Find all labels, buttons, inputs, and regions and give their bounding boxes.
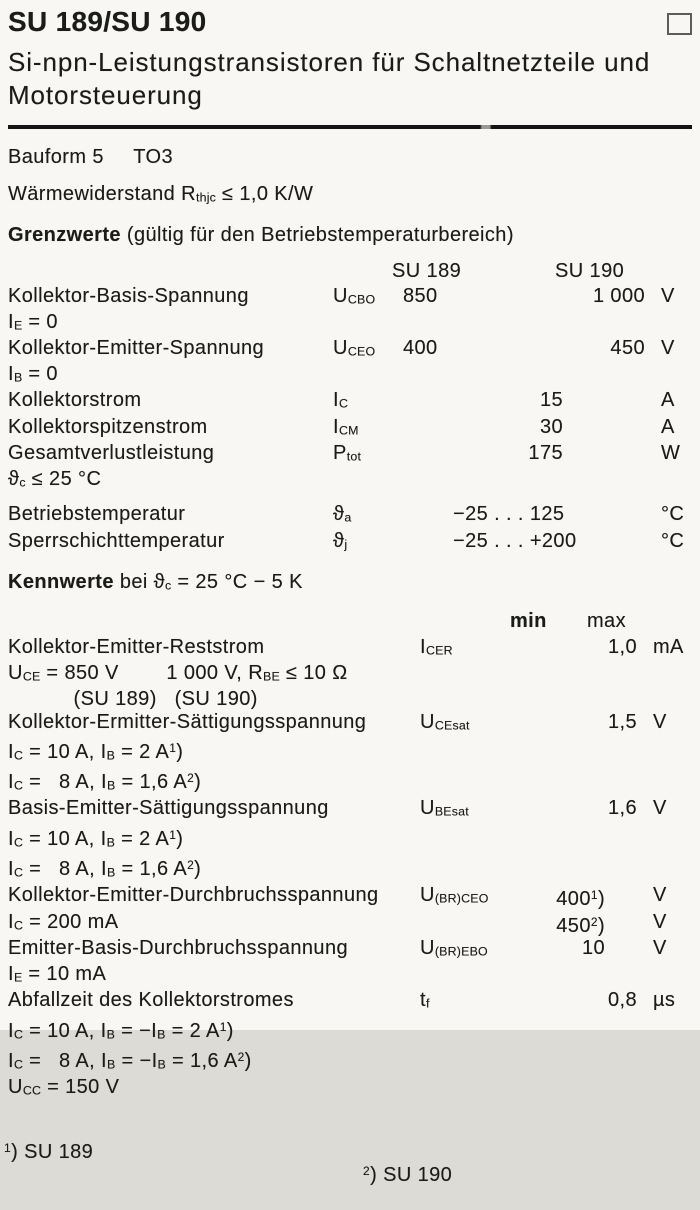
param-value-su190: 450 — [610, 337, 645, 360]
param-unit: V — [653, 884, 667, 906]
text-segment: (BR)CEO — [434, 891, 489, 906]
text-segment: ) — [194, 771, 202, 794]
condition-row — [8, 1076, 692, 1102]
text-segment: Kollektorspitzenstrom — [8, 415, 208, 438]
text-segment: Kollektor-Emitter-Durchbruchsspannung — [8, 884, 379, 906]
text-segment: 1,5 — [607, 710, 637, 733]
condition-row — [8, 1016, 692, 1046]
kennwerte-heading — [8, 571, 692, 598]
text-segment: I — [8, 310, 14, 333]
text-segment: = 1,6 A — [115, 857, 188, 880]
text-segment: t — [420, 989, 426, 1012]
param-unit: °C — [661, 529, 685, 552]
thermal-resistance-line — [8, 183, 692, 209]
param-value-shared: −25 . . . +200 — [453, 529, 577, 552]
table-row — [8, 503, 692, 529]
condition-row — [8, 963, 692, 989]
param-value-su190 — [563, 503, 645, 529]
text-segment: 450 — [556, 914, 591, 937]
param-value-max — [605, 884, 637, 911]
param-value-min — [505, 711, 605, 737]
text-segment: P — [333, 441, 347, 464]
text-segment: E — [13, 318, 23, 333]
text-segment: Emitter-Basis-Durchbruchsspannung — [8, 937, 349, 959]
condition-row — [8, 468, 692, 494]
param-label — [8, 911, 420, 938]
text-segment: (gültig für den Betriebstemperaturbereich) — [120, 223, 514, 246]
param-unit: W — [661, 441, 681, 464]
text-segment: ≤ 25 °C — [25, 468, 102, 491]
param-value-su190 — [563, 416, 645, 442]
param-value-su189 — [403, 416, 453, 442]
text-segment: Kollektor-Emitter-Spannung — [8, 337, 265, 360]
param-label — [8, 442, 333, 468]
grenzwerte-heading — [8, 224, 692, 247]
table-row — [8, 911, 692, 938]
param-label — [8, 636, 420, 662]
text-segment: CEsat — [434, 718, 470, 733]
param-value-su189 — [403, 530, 453, 556]
text-segment: B — [157, 1027, 166, 1042]
text-segment: B — [106, 748, 116, 763]
text-segment: = 10 A, I — [23, 740, 107, 763]
text-segment: 2 — [363, 1164, 371, 1179]
text-segment: U — [420, 797, 435, 820]
param-value-min — [505, 989, 605, 1015]
text-segment: = 10 A, I — [23, 1019, 107, 1042]
text-segment: ) — [176, 827, 184, 850]
param-value-min — [505, 636, 605, 662]
param-value-su189 — [403, 389, 453, 415]
text-segment: ) SU 189 — [11, 1141, 94, 1164]
text-segment: j — [344, 537, 348, 552]
text-segment: = 200 mA — [23, 910, 119, 933]
text-segment: Wärmewiderstand R — [8, 183, 196, 206]
condition-row — [8, 854, 692, 884]
text-segment: B — [107, 778, 116, 793]
condition-row — [8, 737, 692, 767]
param-label — [8, 530, 333, 556]
param-symbol — [420, 989, 505, 1015]
param-value-su190 — [563, 530, 645, 556]
text-segment: = 10 mA — [22, 963, 107, 986]
text-segment: Abfallzeit des Kollektorstromes — [8, 989, 294, 1012]
text-segment: 1 — [4, 1141, 12, 1156]
text-segment: 2 — [590, 914, 598, 929]
text-segment: E — [13, 970, 23, 985]
text-segment: tot — [346, 449, 362, 464]
param-label — [8, 884, 420, 911]
text-segment: = 25 °C − 5 K — [171, 570, 303, 593]
param-symbol — [420, 711, 505, 737]
text-segment: CBO — [347, 292, 376, 307]
text-segment: U — [420, 710, 435, 733]
text-segment: ) — [597, 914, 605, 937]
text-segment: 2 — [237, 1049, 245, 1064]
param-unit: V — [653, 937, 667, 959]
text-segment: I — [8, 771, 14, 794]
column-header-max: max — [587, 609, 626, 632]
param-unit: µs — [653, 989, 676, 1012]
text-segment: 1 — [590, 888, 598, 902]
text-segment: Basis-Emitter-Sättigungsspannung — [8, 797, 329, 820]
text-segment: I — [420, 635, 426, 658]
text-segment: I — [8, 1049, 14, 1072]
param-symbol — [333, 389, 403, 415]
text-segment: ) — [226, 1019, 234, 1042]
param-value-max — [605, 636, 637, 662]
param-value-shared: −25 . . . 125 — [453, 503, 565, 526]
param-unit: A — [661, 415, 675, 438]
text-segment: = −I — [115, 1049, 158, 1072]
param-value-su190 — [563, 442, 645, 468]
text-segment: B — [106, 1027, 116, 1042]
text-segment: ϑ — [333, 529, 345, 552]
param-label — [8, 797, 420, 823]
text-segment: = −I — [115, 1019, 158, 1042]
table-row — [8, 337, 692, 363]
param-symbol — [333, 530, 403, 556]
text-segment: = 1,6 A — [115, 771, 188, 794]
text-segment: = 2 A — [115, 827, 170, 850]
param-value-su190: 1 000 — [592, 284, 645, 307]
param-symbol — [333, 416, 403, 442]
table-row — [8, 285, 692, 311]
text-segment: Kollektor-Basis-Spannung — [8, 284, 249, 307]
param-unit: V — [653, 797, 667, 820]
text-segment: = 0 — [22, 310, 58, 333]
grenzwerte-column-headers — [8, 260, 692, 282]
text-segment: U — [420, 884, 435, 906]
text-segment: CER — [425, 643, 453, 658]
text-segment: CEO — [347, 344, 376, 359]
table-row — [8, 989, 692, 1015]
text-segment: = 2 A — [115, 740, 170, 763]
param-value-shared: 30 — [539, 415, 563, 438]
bauform-line: Bauform 5 TO3 — [8, 146, 174, 168]
footnote-2 — [363, 1164, 452, 1187]
text-segment: ) SU 190 — [370, 1164, 453, 1187]
param-value-min — [505, 937, 605, 963]
column-header-su190: SU 190 — [555, 259, 625, 282]
text-segment: 2 — [187, 771, 195, 786]
text-segment: Kollektor-Ermitter-Sättigungsspannung — [8, 710, 367, 733]
text-segment: 10 — [581, 937, 605, 959]
param-value-shared: 175 — [528, 441, 563, 464]
text-segment: CC — [22, 1083, 42, 1098]
condition-row — [8, 824, 692, 854]
grenzwerte-table — [8, 285, 692, 556]
param-unit: °C — [661, 503, 685, 526]
text-segment: 1 — [219, 1019, 227, 1034]
param-symbol — [333, 285, 403, 311]
text-segment: = 10 A, I — [23, 827, 107, 850]
text-segment: Betriebstemperatur — [8, 503, 186, 526]
param-label — [8, 989, 420, 1015]
param-value-max — [605, 911, 637, 938]
text-segment: B — [107, 1057, 116, 1072]
param-symbol — [333, 503, 403, 529]
text-segment: C — [13, 865, 24, 880]
condition-row — [8, 688, 692, 711]
text-segment: U — [420, 937, 435, 959]
text-segment: B — [106, 835, 116, 850]
param-unit: V — [653, 710, 667, 733]
table-row — [8, 937, 692, 963]
text-segment: CE — [22, 669, 41, 684]
text-segment: = 150 V — [41, 1076, 120, 1099]
text-segment: f — [425, 997, 430, 1012]
text-segment: Gesamtverlustleistung — [8, 441, 215, 464]
text-segment: B — [157, 1057, 166, 1072]
text-segment: 1 — [169, 740, 177, 755]
param-label — [8, 285, 333, 311]
text-segment: ) — [244, 1049, 252, 1072]
table-row — [8, 636, 692, 662]
param-unit: V — [653, 910, 667, 933]
text-segment: C — [13, 1027, 24, 1042]
param-value-su189: 400 — [403, 337, 438, 360]
text-segment: CM — [338, 423, 359, 438]
text-segment: Grenzwerte — [8, 223, 121, 246]
text-segment: C — [13, 918, 24, 933]
subtitle-line-2: Motorsteuerung — [8, 80, 203, 110]
text-segment: I — [8, 857, 14, 880]
text-segment: ϑ — [333, 503, 345, 526]
param-unit: A — [661, 389, 675, 412]
param-value-shared — [453, 285, 563, 311]
param-unit: V — [661, 284, 675, 307]
text-segment: a — [344, 511, 352, 526]
text-segment: ≤ 10 Ω — [279, 661, 348, 684]
text-segment: Kollektorstrom — [8, 389, 142, 412]
param-value-shared: 15 — [539, 389, 563, 412]
text-segment: C — [13, 748, 24, 763]
text-segment: U — [333, 337, 348, 360]
text-segment: = 8 A, I — [23, 771, 108, 794]
text-segment: B — [13, 370, 23, 385]
param-label — [8, 503, 333, 529]
condition-row — [8, 363, 692, 389]
text-segment: C — [13, 778, 24, 793]
param-value-su189: 850 — [403, 284, 438, 307]
condition-row — [8, 1046, 692, 1076]
text-segment: = 8 A, I — [23, 857, 108, 880]
text-segment: thjc — [195, 191, 217, 206]
param-value-max — [605, 797, 637, 823]
param-value-min — [505, 797, 605, 823]
table-row — [8, 797, 692, 823]
text-segment: U — [8, 1076, 23, 1099]
param-unit: V — [661, 337, 675, 360]
text-segment: C — [13, 1057, 24, 1072]
text-segment: = 1,6 A — [166, 1049, 238, 1072]
text-segment: 1,6 — [607, 797, 637, 820]
param-symbol — [333, 337, 403, 363]
text-segment: = 8 A, I — [23, 1049, 108, 1072]
table-row — [8, 711, 692, 737]
param-value-max — [605, 711, 637, 737]
text-segment: U — [333, 284, 348, 307]
footnote-1 — [4, 1141, 93, 1164]
text-segment: ≤ 1,0 K/W — [216, 183, 314, 206]
text-segment: 1,0 — [607, 635, 637, 658]
param-label — [8, 711, 420, 737]
table-row — [8, 530, 692, 556]
condition-row — [8, 311, 692, 337]
table-row — [8, 442, 692, 468]
text-segment: Kennwerte — [8, 570, 114, 593]
text-segment: 0,8 — [607, 989, 637, 1012]
param-value-min — [505, 884, 605, 911]
param-value-su190 — [563, 389, 645, 415]
text-segment: 1 — [169, 827, 177, 842]
param-value-su189 — [403, 442, 453, 468]
param-label — [8, 337, 333, 363]
param-symbol — [420, 636, 505, 662]
column-header-su189: SU 189 — [392, 259, 462, 282]
text-segment: 400 — [556, 888, 591, 910]
text-segment: (SU 189) (SU 190) — [8, 688, 258, 711]
param-value-max — [605, 989, 637, 1015]
param-symbol — [420, 911, 505, 938]
param-label — [8, 416, 333, 442]
text-segment: c — [165, 578, 172, 593]
text-segment: BE — [263, 669, 280, 684]
text-segment: I — [8, 827, 14, 850]
table-row — [8, 884, 692, 911]
text-segment: ) — [597, 888, 605, 910]
table-row — [8, 416, 692, 442]
param-label — [8, 389, 333, 415]
param-label — [8, 937, 420, 963]
text-segment: ϑ — [8, 468, 20, 491]
subtitle-line-1: Si-npn-Leistungstransistoren für Schaltnetzteile und — [8, 47, 651, 77]
param-symbol — [420, 797, 505, 823]
text-segment: U — [8, 661, 23, 684]
condition-row — [8, 767, 692, 797]
column-header-min: min — [510, 609, 547, 632]
text-segment: I — [8, 963, 14, 986]
text-segment: I — [333, 389, 339, 412]
text-segment: ) — [194, 857, 202, 880]
param-symbol — [420, 937, 505, 963]
page-title: SU 189/SU 190 — [8, 6, 207, 37]
text-segment: = 2 A — [165, 1019, 220, 1042]
text-segment: B — [107, 865, 116, 880]
page-subtitle — [8, 46, 692, 112]
text-segment: c — [19, 475, 26, 490]
text-segment: bei ϑ — [113, 570, 165, 593]
param-value-min — [505, 911, 605, 938]
section-divider-rule — [8, 125, 692, 129]
corner-square-icon — [667, 13, 692, 35]
text-segment: 2 — [187, 857, 195, 872]
text-segment: Kollektor-Emitter-Reststrom — [8, 635, 265, 658]
table-row — [8, 389, 692, 415]
text-segment: (BR)EBO — [434, 944, 488, 959]
text-segment: = 0 — [22, 363, 58, 386]
text-segment: I — [8, 910, 14, 933]
text-segment: ) — [176, 740, 184, 763]
text-segment: I — [8, 740, 14, 763]
footnotes — [4, 1118, 692, 1187]
param-symbol — [333, 442, 403, 468]
param-value-max — [605, 937, 637, 963]
kennwerte-table — [8, 636, 692, 1103]
param-value-su189 — [403, 503, 453, 529]
text-segment: C — [338, 397, 349, 412]
param-unit: mA — [653, 635, 684, 658]
text-segment: = 850 V 1 000 V, R — [40, 661, 264, 684]
text-segment: Sperrschichttemperatur — [8, 529, 225, 552]
text-segment: I — [8, 363, 14, 386]
condition-row — [8, 662, 692, 688]
text-segment: BEsat — [434, 805, 469, 820]
text-segment: I — [8, 1019, 14, 1042]
text-segment: C — [13, 835, 24, 850]
param-value-shared — [453, 337, 563, 363]
text-segment: I — [333, 415, 339, 438]
param-symbol — [420, 884, 505, 911]
kennwerte-column-headers — [8, 610, 692, 632]
